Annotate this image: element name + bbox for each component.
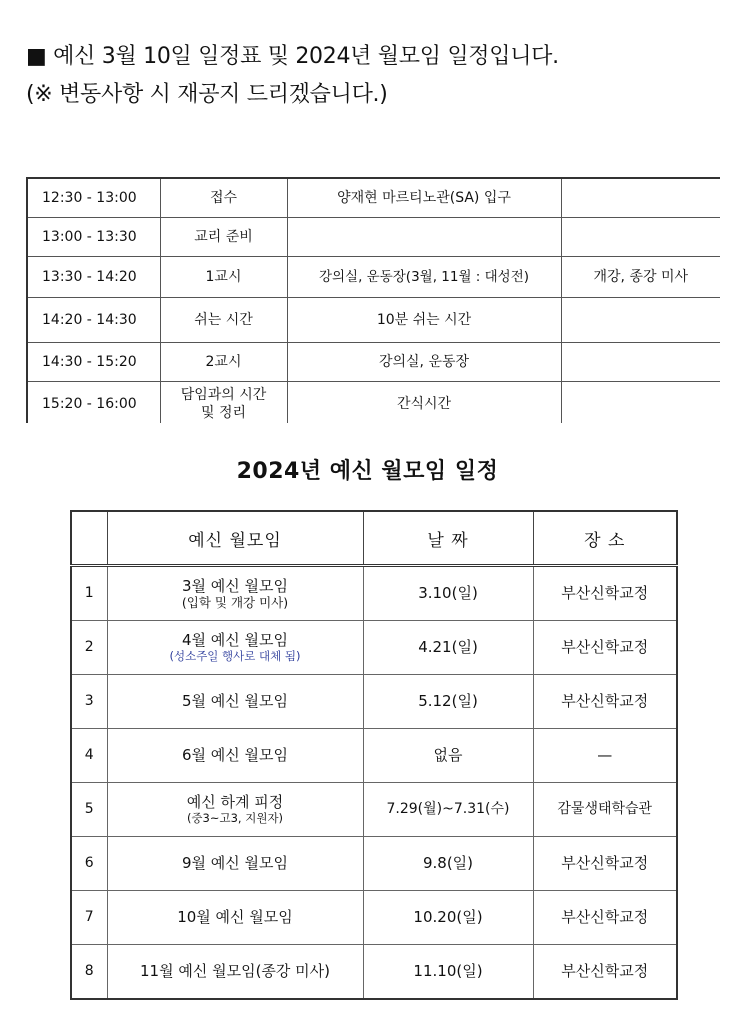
event-title: 10월 예신 월모임 <box>107 891 363 945</box>
monthly-schedule-table <box>70 510 676 1000</box>
schedule-note: 개강, 종강 미사 <box>561 257 720 298</box>
schedule-item-line-1: 담임과의 시간 <box>180 387 267 403</box>
table-row <box>27 343 720 382</box>
schedule-time: 14:20 - 14:30 <box>27 298 160 343</box>
event-title: 6월 예신 월모임 <box>107 729 363 783</box>
day-schedule-table <box>26 177 720 423</box>
table-header-row <box>71 511 677 566</box>
schedule-item-line-2: 및 정리 <box>200 405 247 421</box>
event-title: 5월 예신 월모임 <box>107 675 363 729</box>
schedule-item <box>160 382 287 424</box>
intro-line-2: (※ 변동사항 시 재공지 드리겠습니다.) <box>26 82 388 107</box>
row-number: 5 <box>71 783 107 837</box>
table-row <box>27 218 720 257</box>
event-date: 4.21(일) <box>363 621 533 675</box>
schedule-time: 13:00 - 13:30 <box>27 218 160 257</box>
table-row <box>71 675 677 729</box>
event-subtitle: (성소주일 행사로 대체 됨) <box>169 648 301 663</box>
event-date: 10.20(일) <box>363 891 533 945</box>
schedule-note <box>561 298 720 343</box>
event-name <box>107 783 363 837</box>
row-number: 2 <box>71 621 107 675</box>
schedule-time: 14:30 - 15:20 <box>27 343 160 382</box>
schedule-place: 간식시간 <box>287 382 561 424</box>
schedule-place: 양재현 마르티노관(SA) 입구 <box>287 178 561 218</box>
table-row <box>71 837 677 891</box>
event-place: 부산신학교정 <box>533 566 677 621</box>
event-subtitle: (입학 및 개강 미사) <box>181 594 289 610</box>
schedule-place <box>287 218 561 257</box>
table-row <box>71 566 677 621</box>
event-title: 예신 하계 피정 <box>186 792 284 811</box>
event-place: — <box>533 729 677 783</box>
event-name <box>107 621 363 675</box>
schedule-item: 접수 <box>160 178 287 218</box>
header-number <box>71 511 107 566</box>
row-number: 1 <box>71 566 107 621</box>
intro-text <box>26 38 559 114</box>
event-place: 부산신학교정 <box>533 621 677 675</box>
table-row <box>71 891 677 945</box>
schedule-note <box>561 343 720 382</box>
schedule-place: 강의실, 운동장(3월, 11월 : 대성전) <box>287 257 561 298</box>
event-date: 9.8(일) <box>363 837 533 891</box>
event-place: 감물생태학습관 <box>533 783 677 837</box>
header-date: 날 짜 <box>363 511 533 566</box>
row-number: 3 <box>71 675 107 729</box>
table-row <box>27 382 720 424</box>
event-title: 9월 예신 월모임 <box>107 837 363 891</box>
event-date: 3.10(일) <box>363 566 533 621</box>
schedule-note <box>561 218 720 257</box>
monthly-title: 2024년 예신 월모임 일정 <box>236 459 499 484</box>
event-date: 없음 <box>363 729 533 783</box>
schedule-time: 12:30 - 13:00 <box>27 178 160 218</box>
schedule-time: 15:20 - 16:00 <box>27 382 160 424</box>
schedule-item: 쉬는 시간 <box>160 298 287 343</box>
schedule-item: 교리 준비 <box>160 218 287 257</box>
table-row <box>27 178 720 218</box>
event-place: 부산신학교정 <box>533 891 677 945</box>
table-row <box>71 783 677 837</box>
header-name: 예신 월모임 <box>107 511 363 566</box>
header-place: 장 소 <box>533 511 677 566</box>
table-row <box>27 257 720 298</box>
event-title: 11월 예신 월모임(종강 미사) <box>107 945 363 1000</box>
event-date: 5.12(일) <box>363 675 533 729</box>
row-number: 4 <box>71 729 107 783</box>
event-subtitle: (중3~고3, 지원자) <box>186 810 284 825</box>
schedule-item: 1교시 <box>160 257 287 298</box>
row-number: 8 <box>71 945 107 1000</box>
event-title: 3월 예신 월모임 <box>181 576 289 595</box>
event-place: 부산신학교정 <box>533 945 677 1000</box>
row-number: 6 <box>71 837 107 891</box>
table-row <box>71 945 677 1000</box>
event-date: 11.10(일) <box>363 945 533 1000</box>
event-date: 7.29(월)~7.31(수) <box>363 783 533 837</box>
event-place: 부산신학교정 <box>533 837 677 891</box>
event-place: 부산신학교정 <box>533 675 677 729</box>
schedule-time: 13:30 - 14:20 <box>27 257 160 298</box>
schedule-note <box>561 178 720 218</box>
table-row <box>71 729 677 783</box>
schedule-note <box>561 382 720 424</box>
table-row <box>71 621 677 675</box>
schedule-place: 10분 쉬는 시간 <box>287 298 561 343</box>
schedule-place: 강의실, 운동장 <box>287 343 561 382</box>
schedule-item: 2교시 <box>160 343 287 382</box>
table-row <box>27 298 720 343</box>
row-number: 7 <box>71 891 107 945</box>
event-title: 4월 예신 월모임 <box>181 630 289 649</box>
event-name <box>107 566 363 621</box>
intro-line-1: ■ 예신 3월 10일 일정표 및 2024년 월모임 일정입니다. <box>26 44 559 69</box>
